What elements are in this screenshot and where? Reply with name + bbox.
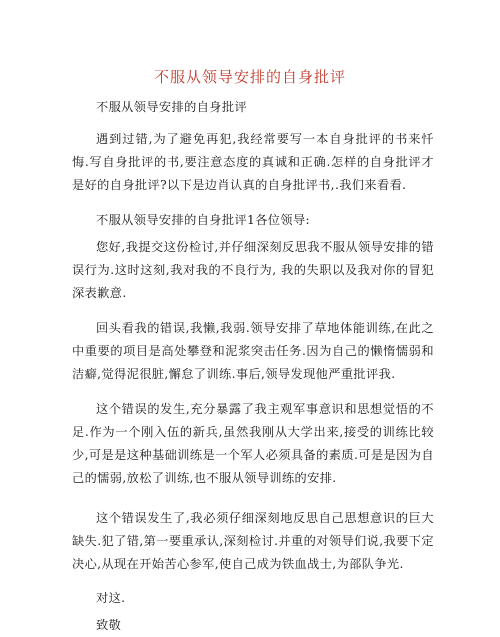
closing-line: 对这. — [96, 591, 126, 605]
document-title: 不服从领导安排的自身批评 — [153, 68, 346, 86]
paragraph-apology: 您好,我提交这份检讨,并仔细深刻反思我不服从领导安排的错误行为.这时这刻,我对我的不良行为, 我的失职以及我对你的冒犯深表歉意. — [72, 240, 434, 300]
paragraph-mistake: 回头看我的错误,我懒,我弱.领导安排了草地体能训练,在此之中重要的项目是高处攀登和泥浆突击任务.因为自己的懒惰懦弱和洁癖,觉得泥很脏,懈怠了训练.事后,领导发现他严重批评我. — [72, 321, 434, 381]
paragraph-resolution: 这个错误发生了,我必须仔细深刻地反思自己思想意识的巨大缺失.犯了错,第一要重承认,深刻检讨.并重的对领导们说,我要下定决心,从现在开始苦心参军,使自己成为铁血战士,为部队争光. — [72, 511, 434, 571]
closing-salutation: 致敬 — [96, 618, 122, 632]
section-heading: 不服从领导安排的自身批评1各位领导: — [96, 213, 311, 227]
intro-paragraph: 遇到过错,为了避免再犯,我经常要写一本自身批评的书来忏悔.写自身批评的书,要注意态度的真诚和正确.怎样的自身批评才是好的自身批评?以下是边肖认真的自身批评书,.我们来看看. — [72, 132, 434, 192]
document-subtitle: 不服从领导安排的自身批评 — [96, 100, 248, 114]
paragraph-reflection: 这个错误的发生,充分暴露了我主观军事意识和思想觉悟的不足.作为一个刚入伍的新兵,虽然我刚从大学出来,接受的训练比较少,可是是这种基础训练是一个军人必须具备的素质.可是是因为自己的懦弱,放松了训练,也不服从领导训练的安排. — [72, 402, 434, 485]
